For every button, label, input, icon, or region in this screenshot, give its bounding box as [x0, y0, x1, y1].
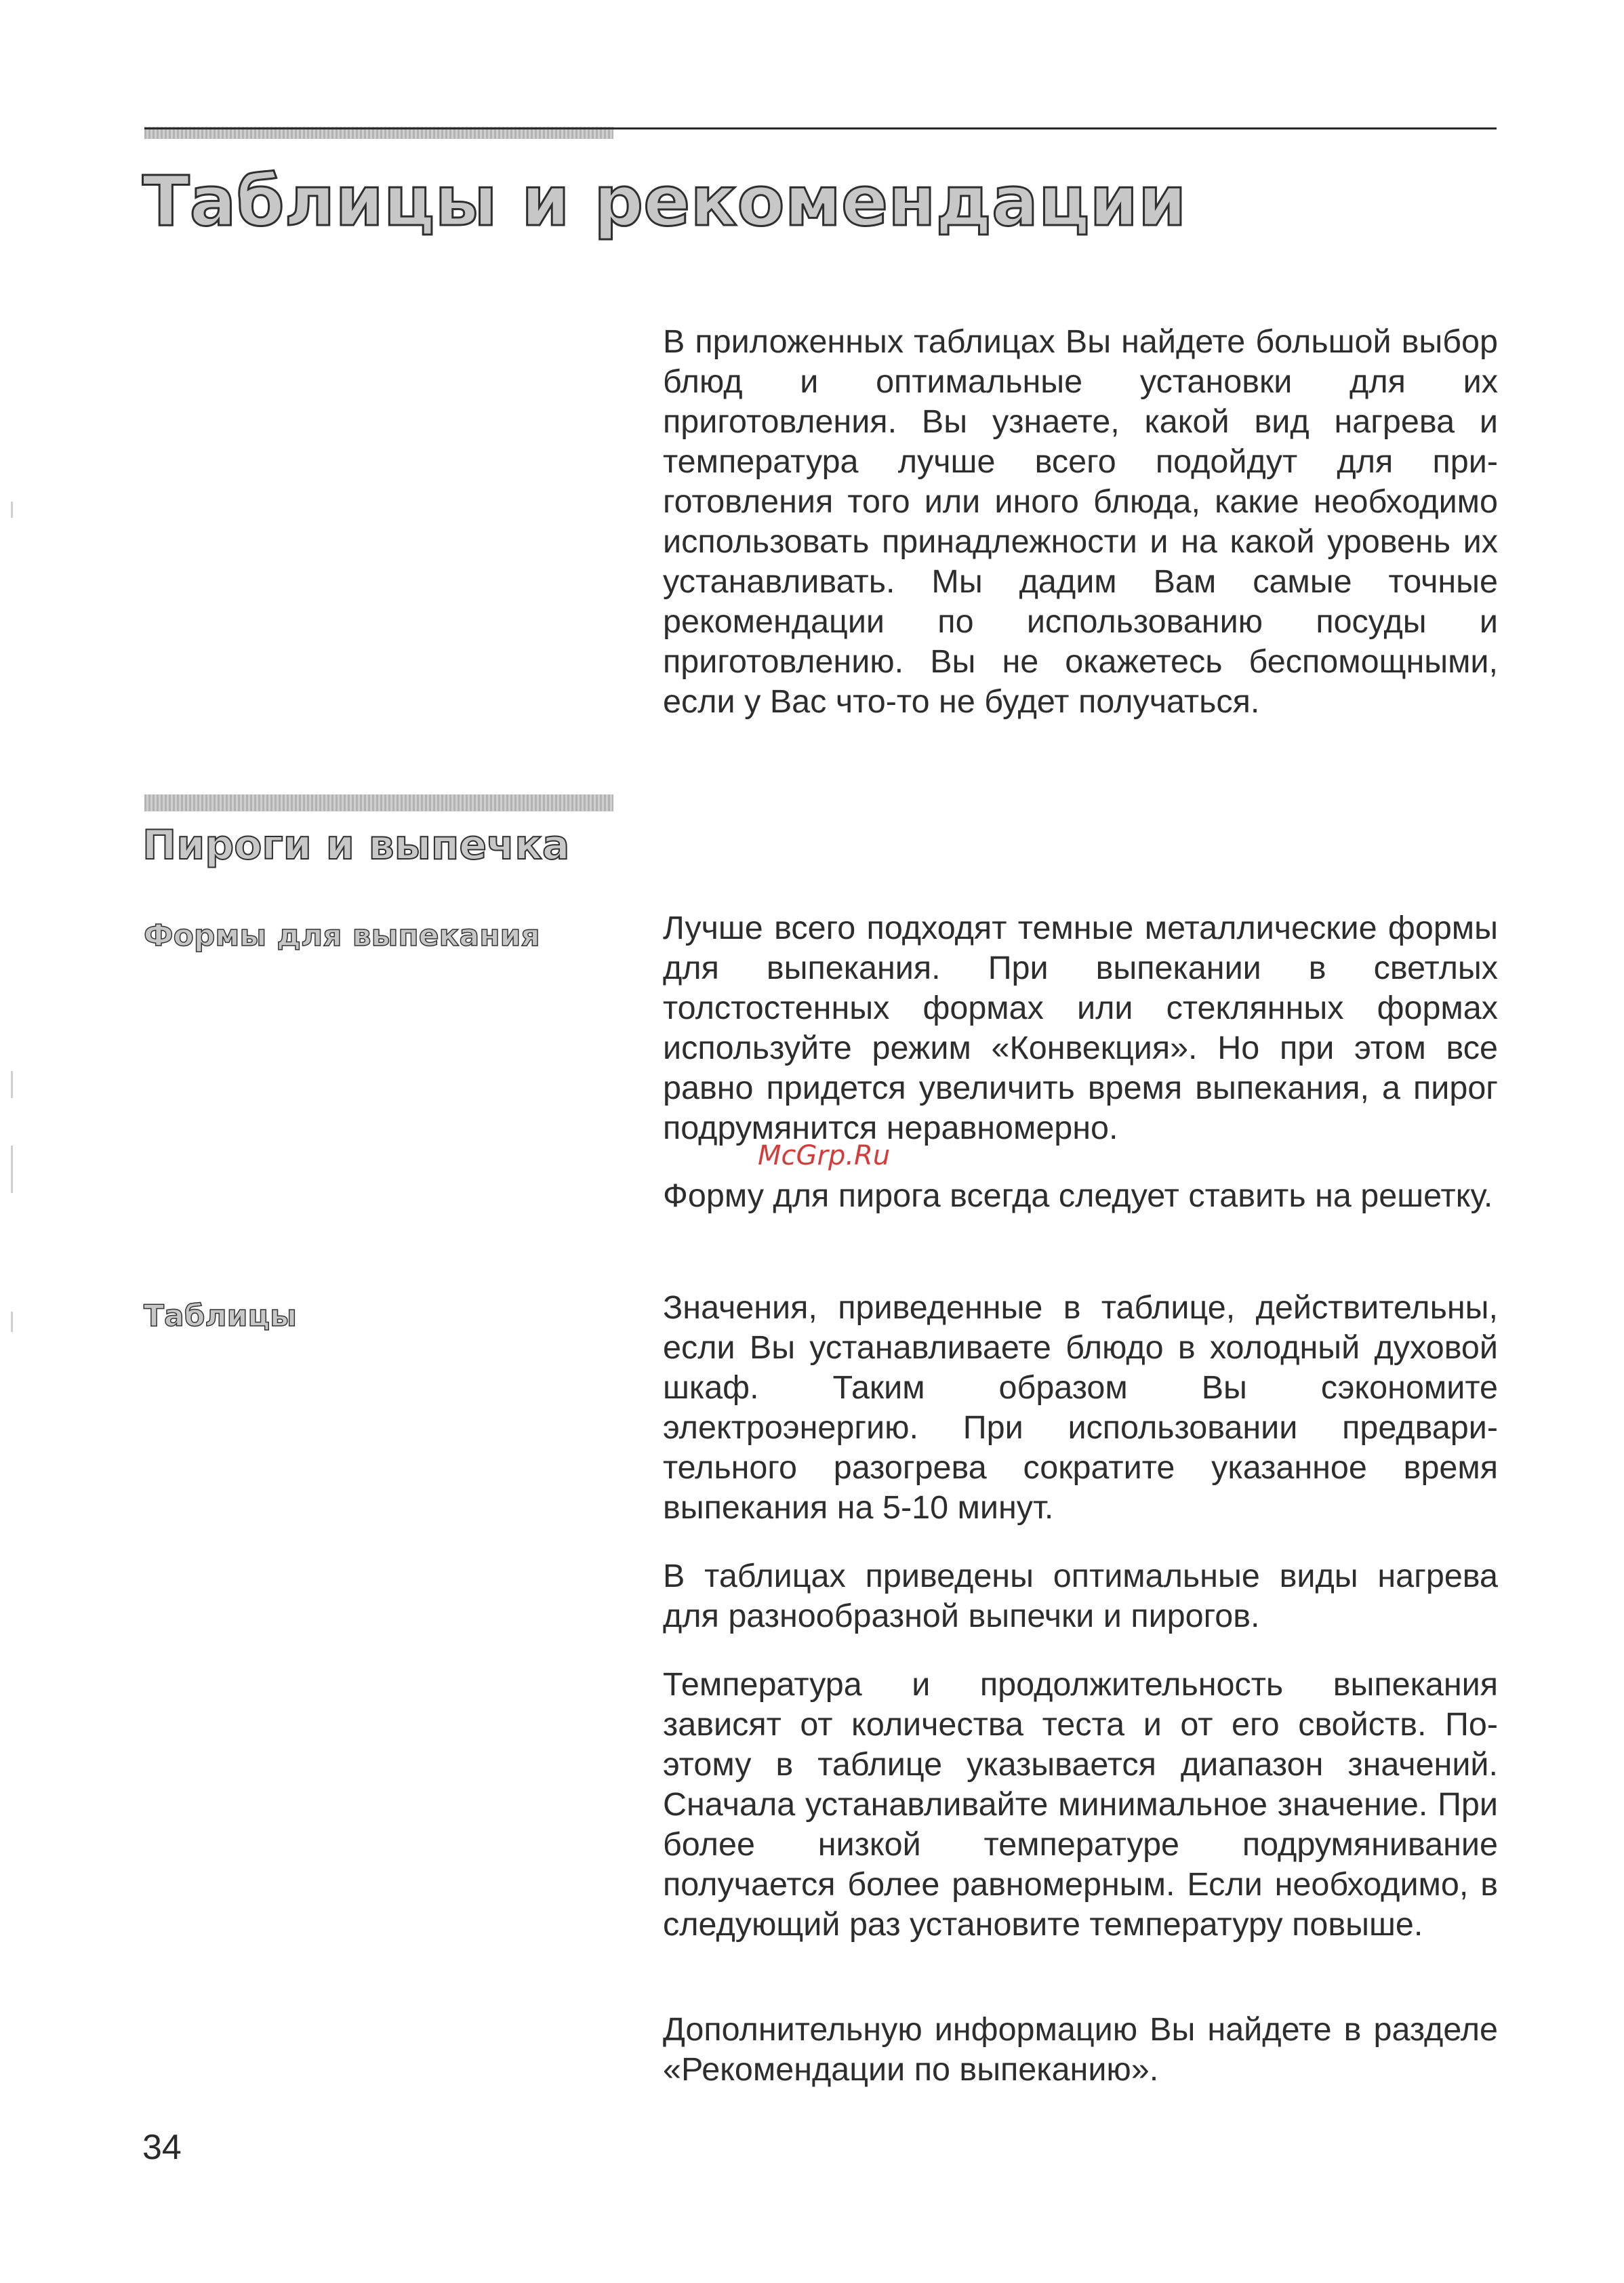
section-title: Пироги и выпечка [142, 822, 570, 869]
tables-paragraph-1: Значения, приведенные в таблице, действительны, если Вы устанавливаете блюдо в холодный духовой шкаф. Таким образом Вы сэкономите электроэнергию. При использовании предварительного разогрева сократите указанное время выпекания на 5-10 минут. [663, 1289, 1498, 1526]
watermark: McGrp.Ru [758, 1140, 891, 1171]
intro-paragraph: В приложенных таблицах Вы найдете большой выбор блюд и оптимальные установки для их приготовления. Вы узнаете, какой вид нагрева и температура лучше всего подойдут для приготовления того или иного блюда, какие необходимо использовать принадлежности и на какой уровень их устанавливать. Мы дадим Вам самые точные рекомендации по использованию посуды и приготовлению. Вы не окажетесь беспомощными, если у Вас что-то не будет получаться. [663, 323, 1498, 720]
header-rule-thin [144, 127, 1497, 129]
scan-mark [11, 502, 13, 518]
tables-paragraph-3: Температура и продолжительность выпекания зависят от количества теста и от его свойств. Поэтому в таблице указывается диапазон значений. Сначала устанавливайте минимальное значение. При более низкой температуре подрумянивание получается более равномерным. Если необходимо, в следующий раз установите температуру повыше. [663, 1666, 1498, 1943]
forms-paragraph-2: Форму для пирога всегда следует ставить на решетку. [663, 1177, 1493, 1214]
page-number: 34 [142, 2128, 182, 2167]
tables-paragraph-2: В таблицах приведены оптимальные виды нагрева для разнообразной выпечки и пирогов. [663, 1558, 1498, 1634]
forms-heading: Формы для выпекания [144, 918, 540, 953]
section-rule [144, 794, 613, 811]
page-title: Таблицы и рекомендации [142, 161, 1187, 242]
scan-mark [11, 1146, 13, 1193]
scan-mark [11, 1312, 13, 1332]
tables-paragraph-4: Дополнительную информацию Вы найдете в разделе «Рекомендации по выпеканию». [663, 2011, 1498, 2088]
forms-paragraph-1: Лучше всего подходят темные металлические формы для выпекания. При выпекании в светлых толстостенных формах или стеклянных формах используйте режим «Конвекция». Но при этом все равно придется увеличить время выпекания, а пирог подрумянится неравномерно. [663, 910, 1498, 1146]
tables-heading: Таблицы [144, 1299, 297, 1333]
scan-mark [11, 1071, 13, 1098]
